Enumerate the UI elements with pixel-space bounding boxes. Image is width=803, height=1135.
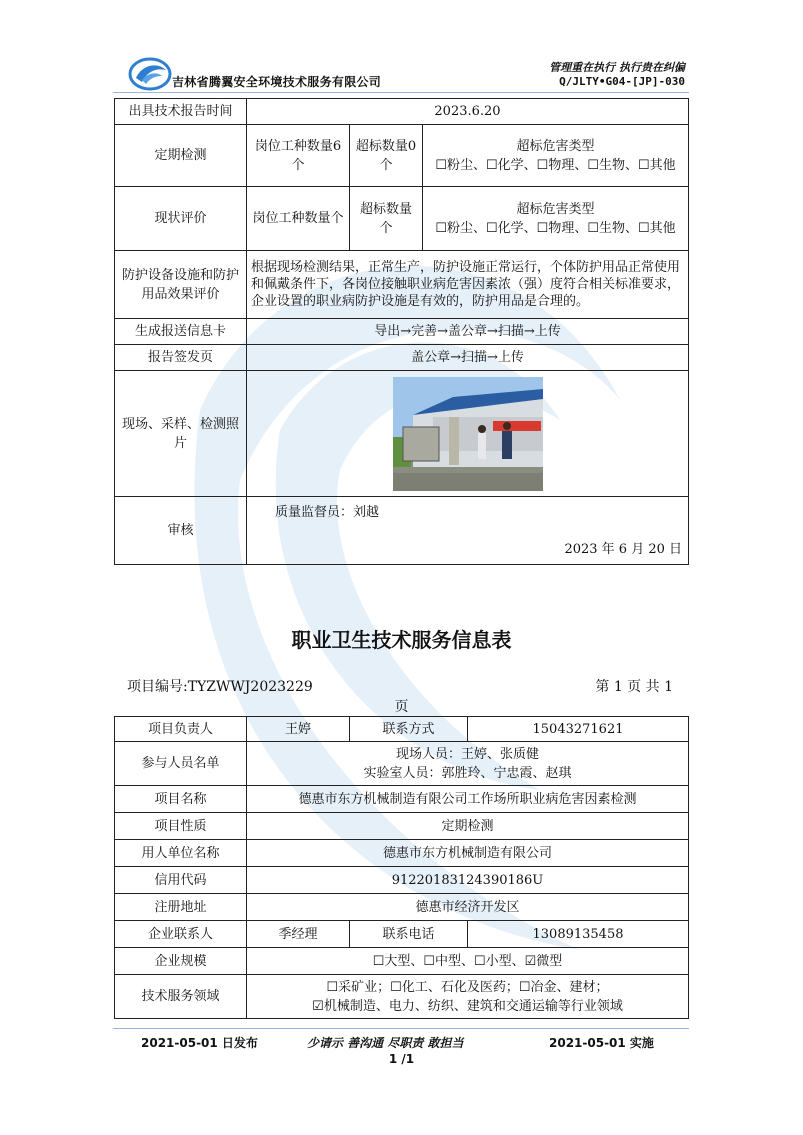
table-row xyxy=(115,948,689,975)
review-supervisor: 质量监督员：刘越 xyxy=(275,505,380,520)
hazard-title: 超标危害类型 xyxy=(516,138,595,154)
table-row xyxy=(115,813,689,840)
hazard-options: ☐粉尘、☐化学、☐物理、☐生物、☐其他 xyxy=(435,157,676,173)
periodic-exceed: 超标数量0个 xyxy=(350,125,423,187)
table-row xyxy=(115,786,689,813)
credit-code-label: 信用代码 xyxy=(115,867,247,894)
employer-label: 用人单位名称 xyxy=(115,840,247,867)
protection-text: 根据现场检测结果，正常生产，防护设施正常运行，个体防护用品正常使用和佩戴条件下，各岗位接触职业病危害因素浓（强）度符合相关标准要求，企业设置的职业病防护设施是有效的，防护用品是合理的。 xyxy=(247,251,689,319)
scale-label: 企业规模 xyxy=(115,948,247,975)
table-row xyxy=(115,894,689,921)
site-photo xyxy=(393,377,543,491)
members-field: 现场人员：王婷、张质健 xyxy=(395,746,539,762)
status-exceed: 超标数量个 xyxy=(350,187,423,251)
report-summary-table xyxy=(114,98,689,565)
page-info-wrap: 页 xyxy=(394,699,409,715)
table-row xyxy=(115,125,689,187)
phone-value: 13089135458 xyxy=(468,921,689,948)
company-name: 吉林省腾翼安全环境技术服务有限公司 xyxy=(172,75,382,89)
page-info: 第 1 页 共 1 xyxy=(595,679,673,695)
project-nature-label: 项目性质 xyxy=(115,813,247,840)
enterprise-contact-value: 季经理 xyxy=(247,921,350,948)
hazard-options: ☐粉尘、☐化学、☐物理、☐生物、☐其他 xyxy=(435,220,676,236)
project-name-value: 德惠市东方机械制造有限公司工作场所职业病危害因素检测 xyxy=(247,786,689,813)
project-number: 项目编号:TYZWWJ2023229 xyxy=(127,679,313,695)
report-time-value: 2023.6.20 xyxy=(247,99,689,125)
table-row xyxy=(115,867,689,894)
table-row xyxy=(115,371,689,497)
contact-label: 联系方式 xyxy=(350,717,468,742)
enterprise-contact-label: 企业联系人 xyxy=(115,921,247,948)
scale-value: ☐大型、☐中型、☐小型、☑微型 xyxy=(247,948,689,975)
company-logo xyxy=(128,56,172,92)
review-date: 2023 年 6 月 20 日 xyxy=(564,542,682,557)
effective-date: 2021-05-01 实施 xyxy=(549,1036,654,1050)
employer-value: 德惠市东方机械制造有限公司 xyxy=(247,840,689,867)
protection-label: 防护设备设施和防护用品效果评价 xyxy=(115,251,247,319)
info-card-flow: 导出→完善→盖公章→扫描→上传 xyxy=(247,319,689,345)
leader-label: 项目负责人 xyxy=(115,717,247,742)
service-info-table xyxy=(114,716,689,1019)
address-label: 注册地址 xyxy=(115,894,247,921)
periodic-label: 定期检测 xyxy=(115,125,247,187)
table-row xyxy=(115,717,689,742)
table-row xyxy=(115,840,689,867)
contact-value: 15043271621 xyxy=(468,717,689,742)
report-time-label: 出具技术报告时间 xyxy=(115,99,247,125)
address-value: 德惠市经济开发区 xyxy=(247,894,689,921)
members-lab: 实验室人员：郭胜玲、宁忠霞、赵琪 xyxy=(363,765,572,781)
form-title: 职业卫生技术服务信息表 xyxy=(291,628,512,652)
table-row xyxy=(115,345,689,371)
publish-date: 2021-05-01 日发布 xyxy=(141,1036,258,1050)
table-row xyxy=(115,99,689,125)
hazard-title: 超标危害类型 xyxy=(516,201,595,217)
footer-motto: 少请示 善沟通 尽职责 敢担当 xyxy=(307,1036,464,1050)
members-label: 参与人员名单 xyxy=(115,742,247,786)
phone-label: 联系电话 xyxy=(350,921,468,948)
footer-divider xyxy=(113,1028,689,1029)
page-number: 1 /1 xyxy=(388,1052,415,1066)
info-card-label: 生成报送信息卡 xyxy=(115,319,247,345)
status-positions: 岗位工种数量个 xyxy=(247,187,350,251)
review-label: 审核 xyxy=(115,497,247,565)
periodic-positions: 岗位工种数量6个 xyxy=(247,125,350,187)
document-code: Q/JLTY•G04-[JP]-030 xyxy=(559,75,685,88)
periodic-hazards xyxy=(423,125,689,187)
project-nature-value: 定期检测 xyxy=(247,813,689,840)
table-row xyxy=(115,742,689,786)
service-field-label: 技术服务领域 xyxy=(115,975,247,1019)
table-row xyxy=(115,497,689,565)
leader-value: 王婷 xyxy=(247,717,350,742)
status-hazards xyxy=(423,187,689,251)
review-cell xyxy=(247,497,689,565)
table-row xyxy=(115,187,689,251)
members-cell xyxy=(247,742,689,786)
status-label: 现状评价 xyxy=(115,187,247,251)
credit-code-value: 91220183124390186U xyxy=(247,867,689,894)
project-name-label: 项目名称 xyxy=(115,786,247,813)
table-row xyxy=(115,975,689,1019)
photo-cell xyxy=(247,371,689,497)
service-field-line1: ☐采矿业；☐化工、石化及医药；☐冶金、建材； xyxy=(326,979,609,995)
service-field-cell xyxy=(247,975,689,1019)
photo-label: 现场、采样、检测照片 xyxy=(115,371,247,497)
header-divider xyxy=(113,92,689,93)
sign-page-flow: 盖公章→扫描→上传 xyxy=(247,345,689,371)
table-row xyxy=(115,921,689,948)
header-slogan: 管理重在执行 执行贵在纠偏 xyxy=(549,61,685,74)
table-row xyxy=(115,319,689,345)
sign-page-label: 报告签发页 xyxy=(115,345,247,371)
service-field-line2: ☑机械制造、电力、纺织、建筑和交通运输等行业领域 xyxy=(312,998,623,1014)
table-row xyxy=(115,251,689,319)
